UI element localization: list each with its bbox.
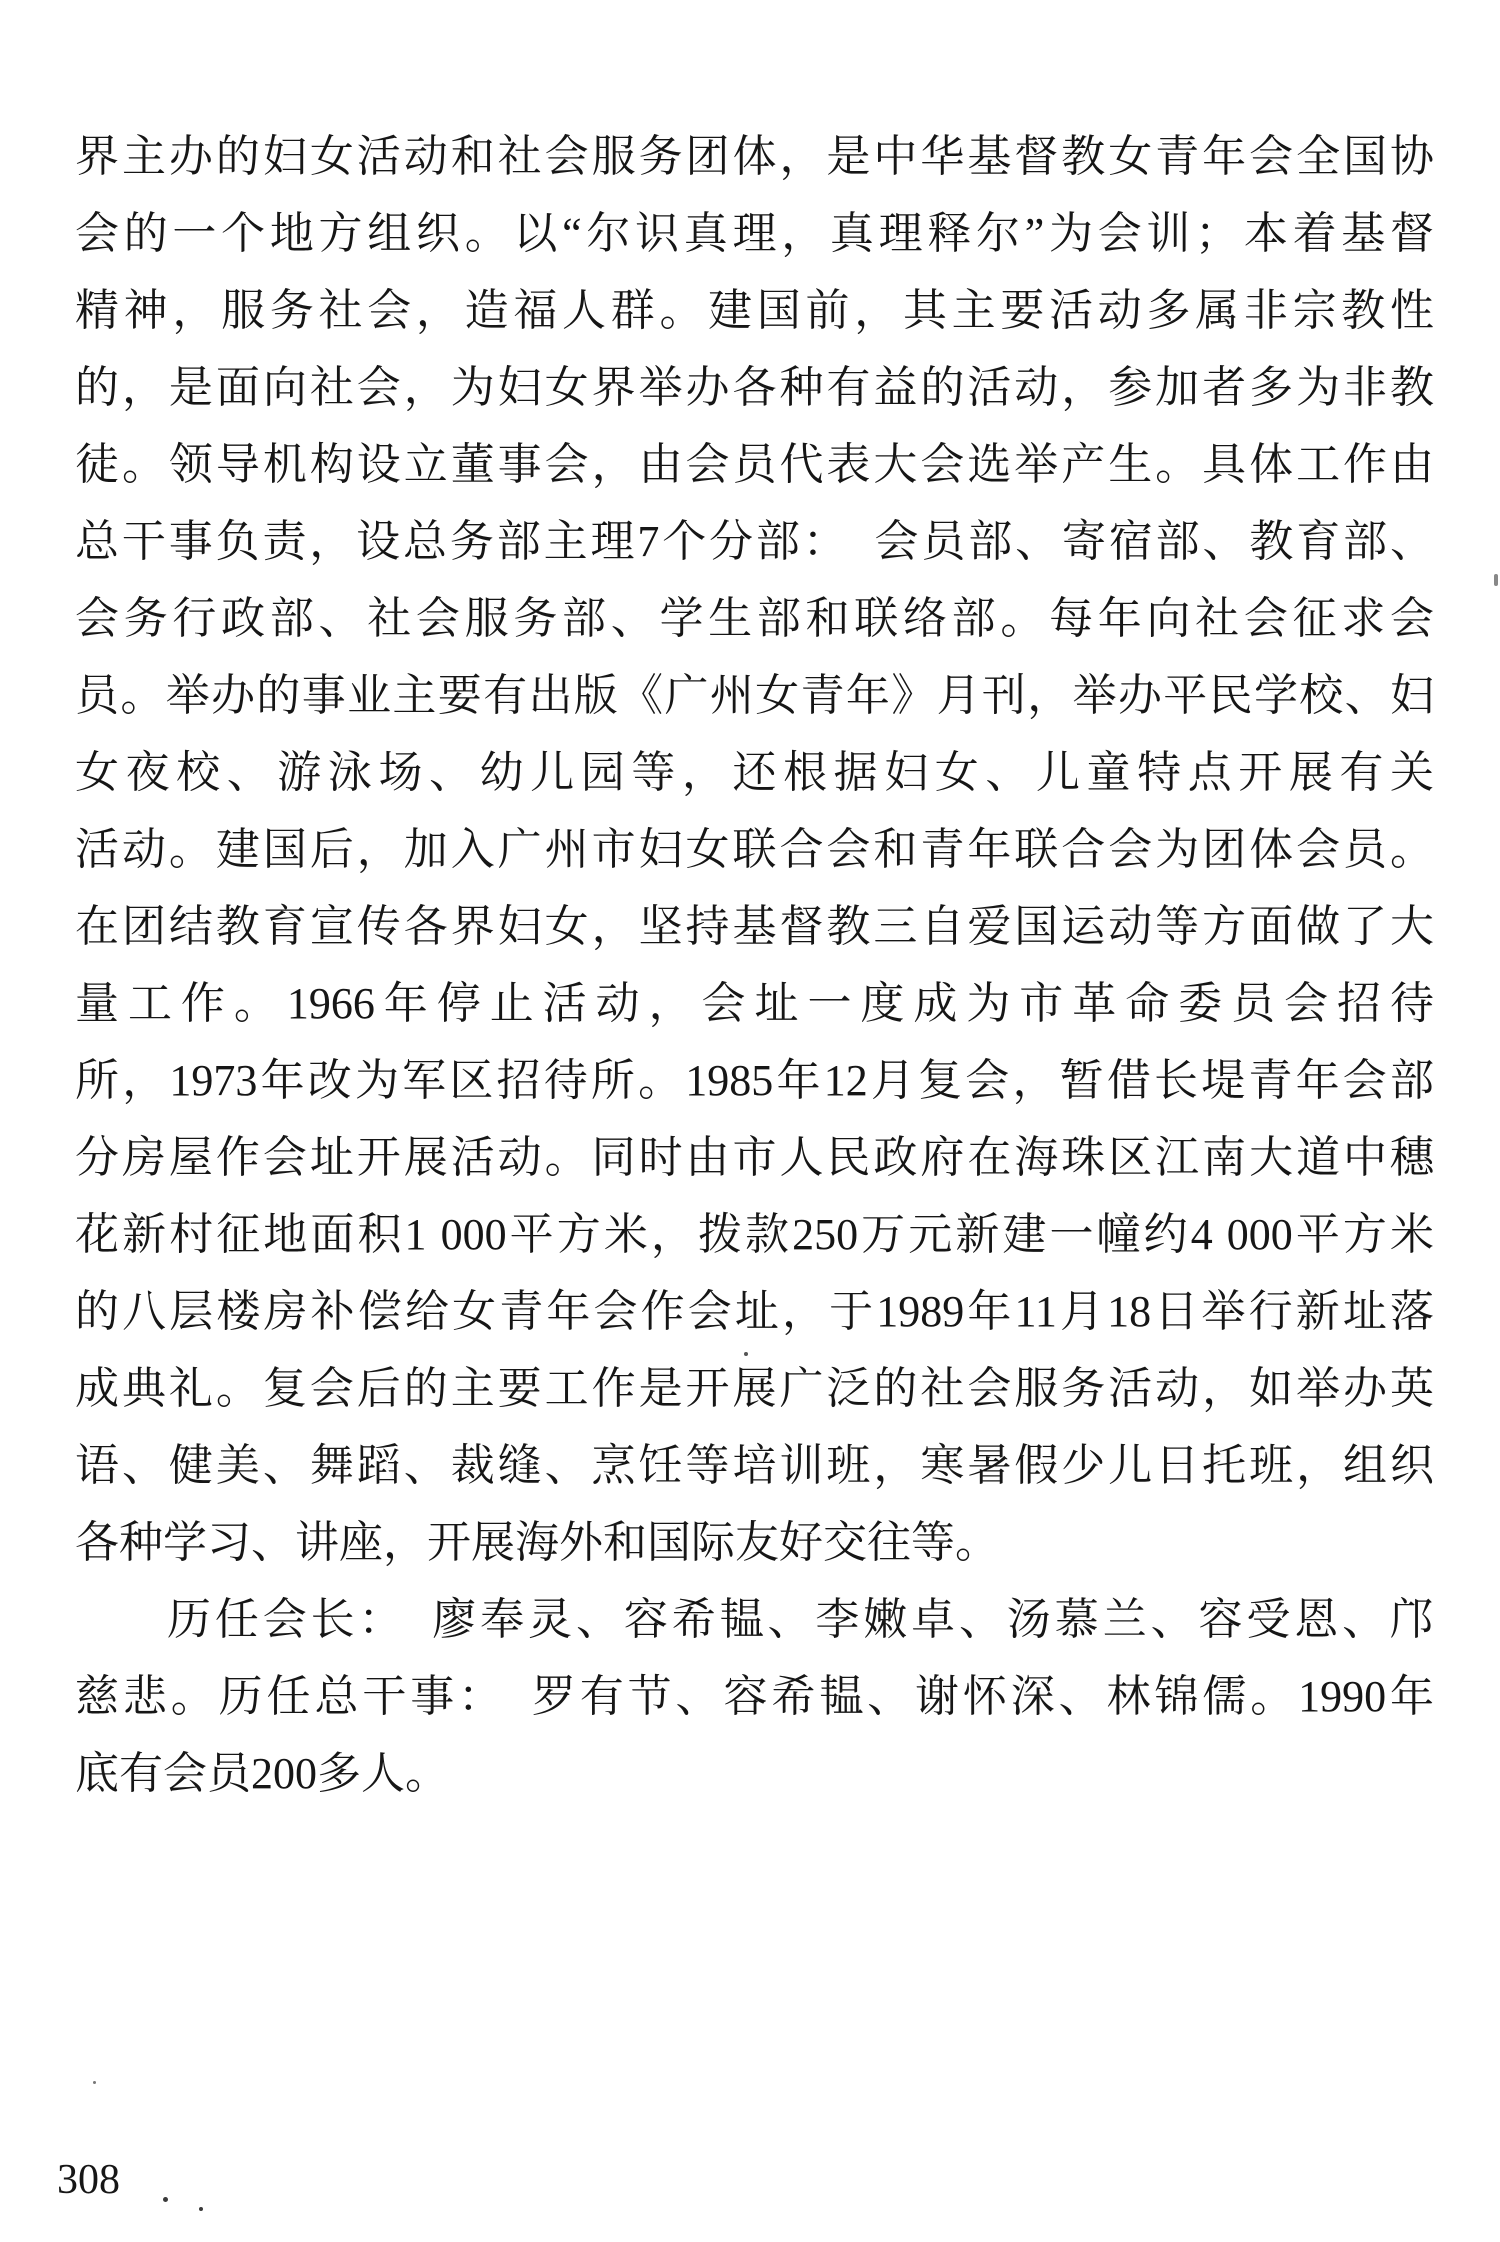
text-line: 徒。领导机构设立董事会，由会员代表大会选举产生。具体工作由 [75, 440, 1434, 489]
text-line: 所，1973年改为军区招待所。1985年12月复会，暂借长堤青年会部 [75, 1056, 1434, 1105]
scan-speck [199, 2207, 203, 2211]
text-line: 慈悲。历任总干事： 罗有节、容希韫、谢怀深、林锦儒。1990年 [75, 1672, 1434, 1721]
text-line: 各种学习、讲座，开展海外和国际友好交往等。 [75, 1518, 999, 1567]
text-line: 底有会员200多人。 [75, 1749, 449, 1798]
text-line: 界主办的妇女活动和社会服务团体，是中华基督教女青年会全国协 [75, 132, 1434, 181]
text-line: 会务行政部、社会服务部、学生部和联络部。每年向社会征求会 [75, 594, 1434, 643]
scan-speck [163, 2197, 168, 2202]
text-line: 花新村征地面积1 000平方米，拨款250万元新建一幢约4 000平方米 [75, 1210, 1434, 1259]
text-line: 的八层楼房补偿给女青年会作会址，于1989年11月18日举行新址落 [75, 1287, 1434, 1336]
text-line: 历任会长： 廖奉灵、容希韫、李嫩卓、汤慕兰、容受恩、邝 [167, 1595, 1434, 1644]
scan-speck [93, 2081, 96, 2084]
text-line: 量工作。1966年停止活动，会址一度成为市革命委员会招待 [75, 979, 1434, 1028]
text-line: 成典礼。复会后的主要工作是开展广泛的社会服务活动，如举办英 [75, 1364, 1434, 1413]
text-line: 分房屋作会址开展活动。同时由市人民政府在海珠区江南大道中穗 [75, 1133, 1434, 1182]
scan-speck [1494, 574, 1498, 586]
text-line: 会的一个地方组织。以“尔识真理，真理释尔”为会训；本着基督 [75, 209, 1434, 258]
text-line: 员。举办的事业主要有出版《广州女青年》月刊，举办平民学校、妇 [75, 671, 1434, 720]
text-line: 女夜校、游泳场、幼儿园等，还根据妇女、儿童特点开展有关 [75, 748, 1434, 797]
text-line: 活动。建国后，加入广州市妇女联合会和青年联合会为团体会员。 [75, 825, 1434, 874]
text-line: 精神，服务社会，造福人群。建国前，其主要活动多属非宗教性 [75, 286, 1434, 335]
text-line: 总干事负责，设总务部主理7个分部： 会员部、寄宿部、教育部、 [75, 517, 1434, 566]
page-number: 308 [57, 2157, 120, 2203]
page-body [75, 118, 1434, 1812]
text-line: 的，是面向社会，为妇女界举办各种有益的活动，参加者多为非教 [75, 363, 1434, 412]
text-line: 在团结教育宣传各界妇女，坚持基督教三自爱国运动等方面做了大 [75, 902, 1434, 951]
text-line: 语、健美、舞蹈、裁缝、烹饪等培训班，寒暑假少儿日托班，组织 [75, 1441, 1434, 1490]
scan-speck [744, 1352, 748, 1356]
